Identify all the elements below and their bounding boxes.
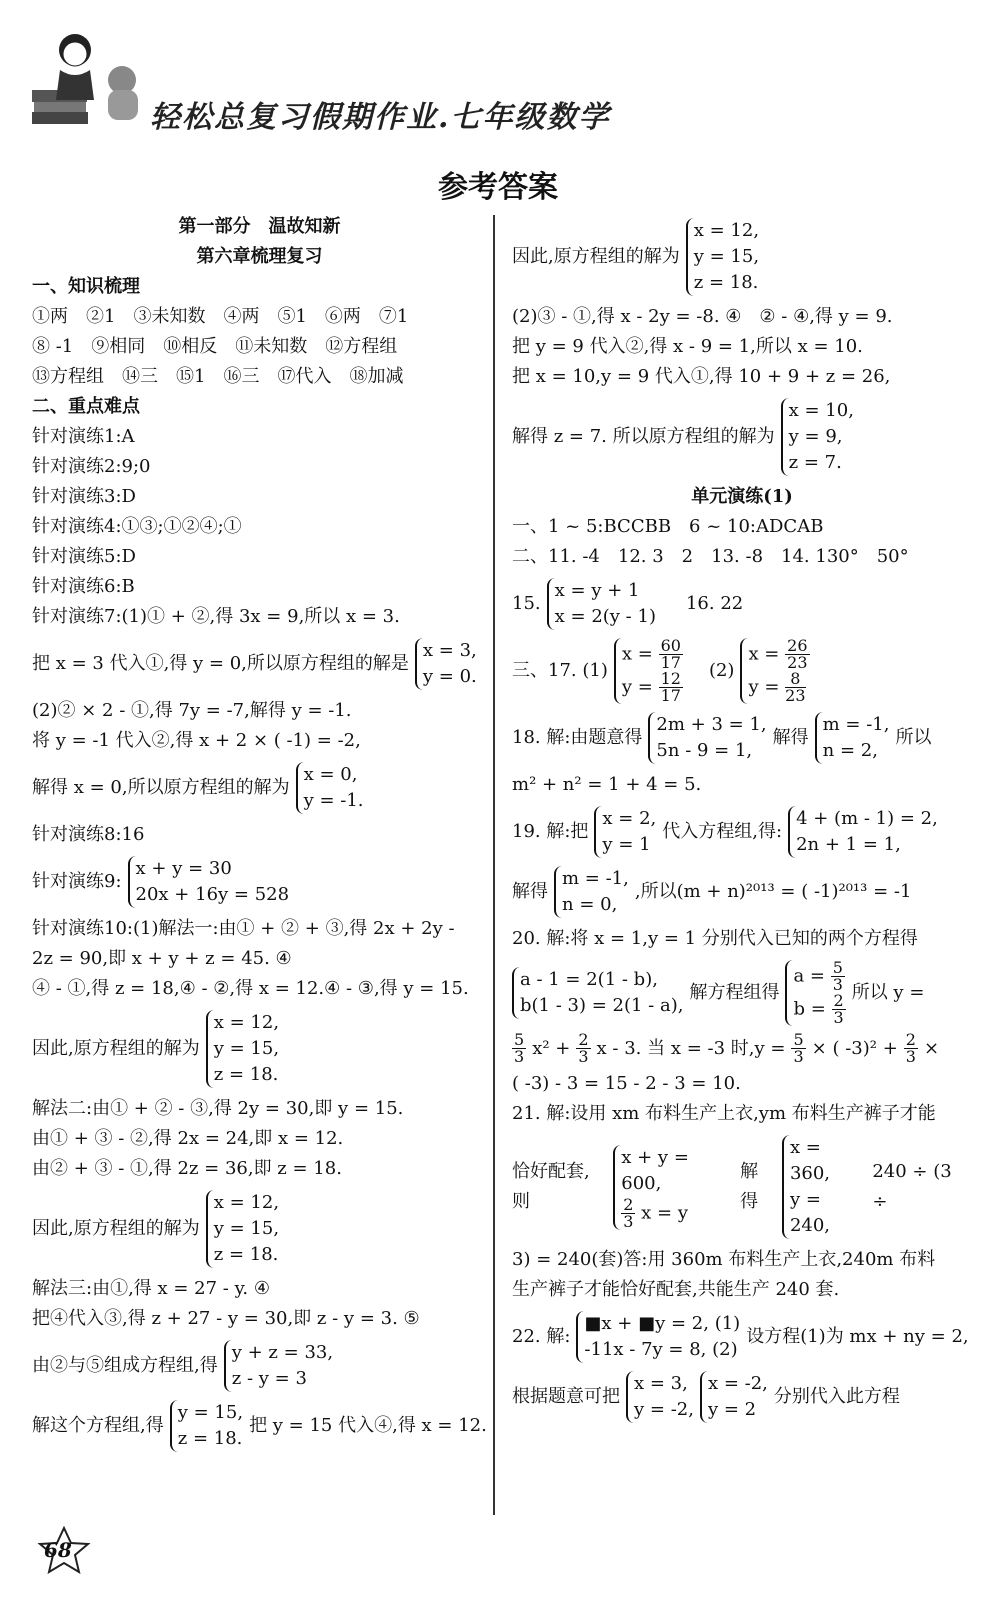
equation: y = 15, — [693, 246, 760, 267]
equation: x = 2, — [602, 808, 657, 829]
equation: z = 18. — [213, 1064, 279, 1085]
equation: x = y — [641, 1202, 689, 1223]
page-number: 68 — [44, 1538, 72, 1562]
equation-block — [32, 636, 487, 692]
equation: z = 7. — [788, 452, 842, 473]
equation: y = 240, — [789, 1189, 831, 1236]
text-line: 恰好配套,则 — [512, 1161, 590, 1212]
equation: b(1 - 3) = 2(1 - a), — [520, 995, 684, 1016]
equation: x = 12, — [693, 220, 760, 241]
fraction: $\frac{60}{17}$ — [660, 636, 681, 672]
text-line: ,所以(m + n)²⁰¹³ = ( -1)²⁰¹³ = -1 — [634, 881, 912, 902]
equation: x = 2(y - 1) — [554, 606, 656, 627]
equation: z = 18. — [693, 272, 759, 293]
text-line: 把 y = 9 代入②,得 x - 9 = 1,所以 x = 10. — [512, 336, 863, 357]
equation: x = 3, — [422, 640, 477, 661]
reading-girl-logo-icon — [30, 20, 150, 130]
equation-system — [614, 638, 683, 704]
equation-block — [32, 1398, 487, 1454]
text-line: 解得 — [772, 727, 809, 748]
equation: z = 18. — [213, 1244, 279, 1265]
equation: x = — [621, 643, 653, 665]
equation: b = — [793, 998, 826, 1020]
fraction: $\frac{2}{3}$ — [623, 1194, 634, 1231]
fraction: $\frac{2}{3}$ — [833, 991, 844, 1027]
equation-system — [594, 806, 656, 858]
header-title: 轻松总复习假期作业.七年级数学 — [150, 100, 611, 135]
equation: x = -2, — [707, 1373, 768, 1394]
equation: x + y = 600, — [621, 1146, 689, 1194]
equation-system — [740, 638, 809, 704]
text-line: 分别代入此方程 — [773, 1386, 900, 1407]
equation-system — [626, 1371, 694, 1423]
text-line: 15. — [512, 593, 541, 614]
equation-system — [815, 712, 890, 764]
text-line: 针对演练10:(1)解法一:由① + ② + ③,得 2x + 2y - — [32, 918, 455, 939]
text-line: ( -3) - 3 = 15 - 2 - 3 = 10. — [512, 1073, 741, 1094]
equation: y = 15, — [177, 1402, 244, 1423]
equation-system — [415, 638, 477, 690]
equation: x = 0, — [303, 764, 358, 785]
text-line: 解得 — [740, 1161, 759, 1212]
equation: y + z = 33, — [231, 1342, 334, 1363]
text-line: 由② + ③ - ①,得 2z = 36,即 z = 18. — [32, 1158, 342, 1179]
text-line: 240 ÷ (3 ÷ — [872, 1161, 952, 1212]
equation-system — [788, 806, 938, 858]
equation-system — [170, 1400, 243, 1452]
text-line: (2)③ - ①,得 x - 2y = -8. ④ ② - ④,得 y = 9. — [512, 306, 893, 327]
fraction: $\frac{2}{3}$ — [578, 1030, 589, 1066]
fraction: $\frac{5}{3}$ — [514, 1030, 525, 1066]
equation-system — [648, 712, 766, 764]
equation: y = 1 — [602, 834, 651, 855]
text-line: 解这个方程组,得 — [32, 1415, 164, 1436]
text-line: 解法三:由①,得 x = 27 - y. ④ — [32, 1278, 270, 1299]
equation: y = 9, — [788, 426, 843, 447]
equation-block — [512, 864, 972, 920]
text-line: 根据题意可把 — [512, 1386, 620, 1407]
equation-system — [554, 866, 629, 918]
text-line: 针对演练5:D — [32, 546, 136, 567]
text-line: ④ - ①,得 z = 18,④ - ②,得 x = 12.④ - ③,得 y = 15. — [32, 978, 469, 999]
text-line: ⑬方程组 ⑭三 ⑮1 ⑯三 ⑰代入 ⑱加减 — [32, 366, 404, 387]
equation: x = y + 1 — [554, 580, 640, 601]
section-heading: 二、重点难点 — [32, 396, 140, 417]
equation-block — [512, 1032, 972, 1065]
equation: y = 2 — [707, 1399, 757, 1420]
equation-system — [781, 398, 854, 476]
text-line: 设方程(1)为 mx + ny = 2, — [746, 1326, 969, 1347]
equation-system — [785, 960, 845, 1026]
page-title: 参考答案 — [438, 170, 558, 205]
text-line: 解法二:由① + ② - ③,得 2y = 30,即 y = 15. — [32, 1098, 404, 1119]
equation: x = 12, — [213, 1012, 280, 1033]
text-line: (2) — [708, 660, 735, 681]
text-line: 三、17. (1) — [512, 660, 608, 681]
equation-block — [512, 1133, 972, 1241]
fraction: $\frac{8}{23}$ — [785, 669, 806, 705]
equation-system — [224, 1340, 333, 1392]
equation-system — [613, 1145, 734, 1230]
chapter-heading: 第六章梳理复习 — [196, 246, 323, 267]
equation-system — [782, 1135, 866, 1239]
text-line: 解得 x = 0,所以原方程组的解为 — [32, 777, 290, 798]
section-heading: 一、知识梳理 — [32, 276, 140, 297]
text-line: 针对演练1:A — [32, 426, 135, 447]
equation: 4 + (m - 1) = 2, — [796, 808, 938, 829]
equation-block — [32, 854, 487, 910]
equation: y = 0. — [422, 666, 477, 687]
text-line: 22. 解: — [512, 1326, 571, 1347]
equation: m = -1, — [562, 868, 629, 889]
equation: x = 12, — [213, 1192, 280, 1213]
equation-block — [32, 1008, 487, 1090]
text-line: 针对演练2:9;0 — [32, 456, 151, 477]
equation: x = — [748, 643, 780, 665]
equation-block — [512, 804, 972, 860]
text-line: 因此,原方程组的解为 — [32, 1218, 200, 1239]
equation-system — [700, 1371, 768, 1423]
text-line: 所以 y = — [851, 982, 925, 1003]
text-line: 18. 解:由题意得 — [512, 727, 643, 748]
equation-system — [206, 1010, 279, 1088]
text-line: x - 3. 当 x = -3 时,y = — [596, 1037, 786, 1059]
equation: a = — [793, 965, 825, 987]
left-column — [32, 212, 487, 1458]
text-line: 由②与⑤组成方程组,得 — [32, 1355, 218, 1376]
equation-block — [32, 1338, 487, 1394]
text-line: 生产裤子才能恰好配套,共能生产 240 套. — [512, 1279, 840, 1300]
equation: 20x + 16y = 528 — [135, 884, 290, 905]
part-heading: 第一部分 温故知新 — [178, 216, 341, 237]
text-line: (2)② × 2 - ①,得 7y = -7,解得 y = -1. — [32, 700, 352, 721]
equation: y = 15, — [213, 1038, 280, 1059]
unit-heading: 单元演练(1) — [691, 486, 793, 507]
text-line: 解得 z = 7. 所以原方程组的解为 — [512, 426, 775, 447]
text-line: 针对演练3:D — [32, 486, 136, 507]
text-line: ⑧ -1 ⑨相同 ⑩相反 ⑪未知数 ⑫方程组 — [32, 336, 398, 357]
equation: z - y = 3 — [231, 1368, 307, 1389]
text-line: ①两 ②1 ③未知数 ④两 ⑤1 ⑥两 ⑦1 — [32, 306, 409, 327]
text-line: 二、11. -4 12. 3 2 13. -8 14. 130° 50° — [512, 546, 909, 567]
text-line: 将 y = -1 代入②,得 x + 2 × ( -1) = -2, — [32, 730, 361, 751]
column-divider — [493, 215, 495, 1515]
equation: x = 360, — [789, 1137, 831, 1184]
equation-system — [512, 967, 683, 1019]
text-line: 21. 解:设用 xm 布料生产上衣,ym 布料生产裤子才能 — [512, 1103, 936, 1124]
text-line: 把 x = 3 代入①,得 y = 0,所以原方程组的解是 — [32, 653, 409, 674]
equation-block — [512, 636, 972, 706]
text-line: 所以 — [895, 727, 932, 748]
text-line: 针对演练7:(1)① + ②,得 3x = 9,所以 x = 3. — [32, 606, 400, 627]
text-line: 因此,原方程组的解为 — [32, 1038, 200, 1059]
text-line: 2z = 90,即 x + y + z = 45. ④ — [32, 948, 292, 969]
equation: x + y = 30 — [135, 858, 232, 879]
text-line: 3) = 240(套)答:用 360m 布料生产上衣,240m 布料 — [512, 1249, 936, 1270]
text-line: 20. 解:将 x = 1,y = 1 分别代入已知的两个方程得 — [512, 928, 918, 949]
equation: x = 3, — [634, 1373, 688, 1394]
equation-block — [512, 396, 972, 478]
equation-system — [296, 762, 364, 814]
equation: a - 1 = 2(1 - b), — [520, 969, 658, 990]
fraction: $\frac{12}{17}$ — [660, 669, 681, 705]
equation: y = 15, — [213, 1218, 280, 1239]
equation-block — [32, 1188, 487, 1270]
equation-block — [512, 216, 972, 298]
text-line: 把④代入③,得 z + 27 - y = 30,即 z - y = 3. ⑤ — [32, 1308, 420, 1329]
equation: m = -1, — [822, 714, 890, 735]
fraction: $\frac{5}{3}$ — [832, 958, 843, 994]
text-line: 一、1 ~ 5:BCCBB 6 ~ 10:ADCAB — [512, 516, 824, 537]
right-column — [512, 212, 972, 1429]
fraction: $\frac{5}{3}$ — [793, 1030, 804, 1066]
fraction: $\frac{26}{23}$ — [787, 636, 808, 672]
text-line: 代入方程组,得: — [662, 821, 783, 842]
text-line: 因此,原方程组的解为 — [512, 246, 680, 267]
text-line: × ( -3)² + — [811, 1037, 898, 1059]
equation-block — [512, 1309, 972, 1365]
equation: z = 18. — [177, 1428, 243, 1449]
text-line: 针对演练4:①③;①②④;① — [32, 516, 242, 537]
text-line: 解方程组得 — [689, 982, 780, 1003]
equation-block — [32, 760, 487, 816]
text-line: × — [923, 1037, 940, 1059]
equation-system — [128, 856, 290, 908]
equation: 2m + 3 = 1, — [656, 714, 767, 735]
equation: n = 0, — [562, 894, 618, 915]
equation-system — [547, 578, 656, 630]
equation: y = — [748, 676, 780, 698]
text-line: m² + n² = 1 + 4 = 5. — [512, 774, 702, 795]
equation: y = -2, — [634, 1399, 694, 1420]
text-line: 针对演练9: — [32, 871, 122, 892]
text-line: 由① + ③ - ②,得 2x = 24,即 x = 12. — [32, 1128, 344, 1149]
text-line: 针对演练6:B — [32, 576, 135, 597]
text-line: 解得 — [512, 881, 548, 902]
equation-system — [686, 218, 759, 296]
equation: -11x - 7y = 8, (2) — [584, 1339, 738, 1360]
equation: 2n + 1 = 1, — [796, 834, 901, 855]
equation: y = -1. — [303, 790, 364, 811]
equation: n = 2, — [822, 740, 878, 761]
equation: x = 10, — [788, 400, 854, 421]
equation-block — [512, 576, 972, 632]
equation-system — [206, 1190, 279, 1268]
text-line: x² + — [532, 1037, 571, 1059]
equation-system — [576, 1311, 740, 1363]
equation: 5n - 9 = 1, — [656, 740, 753, 761]
equation-block — [512, 710, 972, 766]
equation: ■x + ■y = 2, (1) — [584, 1313, 741, 1334]
equation-block — [512, 1369, 972, 1425]
text-line: 19. 解:把 — [512, 821, 589, 842]
fraction: $\frac{2}{3}$ — [905, 1030, 916, 1066]
text-line: 针对演练8:16 — [32, 824, 145, 845]
equation-block — [512, 958, 972, 1028]
text-line: 把 y = 15 代入④,得 x = 12. — [249, 1415, 487, 1436]
text-line: 把 x = 10,y = 9 代入①,得 10 + 9 + z = 26, — [512, 366, 891, 387]
text-line: 16. 22 — [685, 593, 744, 614]
equation: y = — [621, 676, 653, 698]
